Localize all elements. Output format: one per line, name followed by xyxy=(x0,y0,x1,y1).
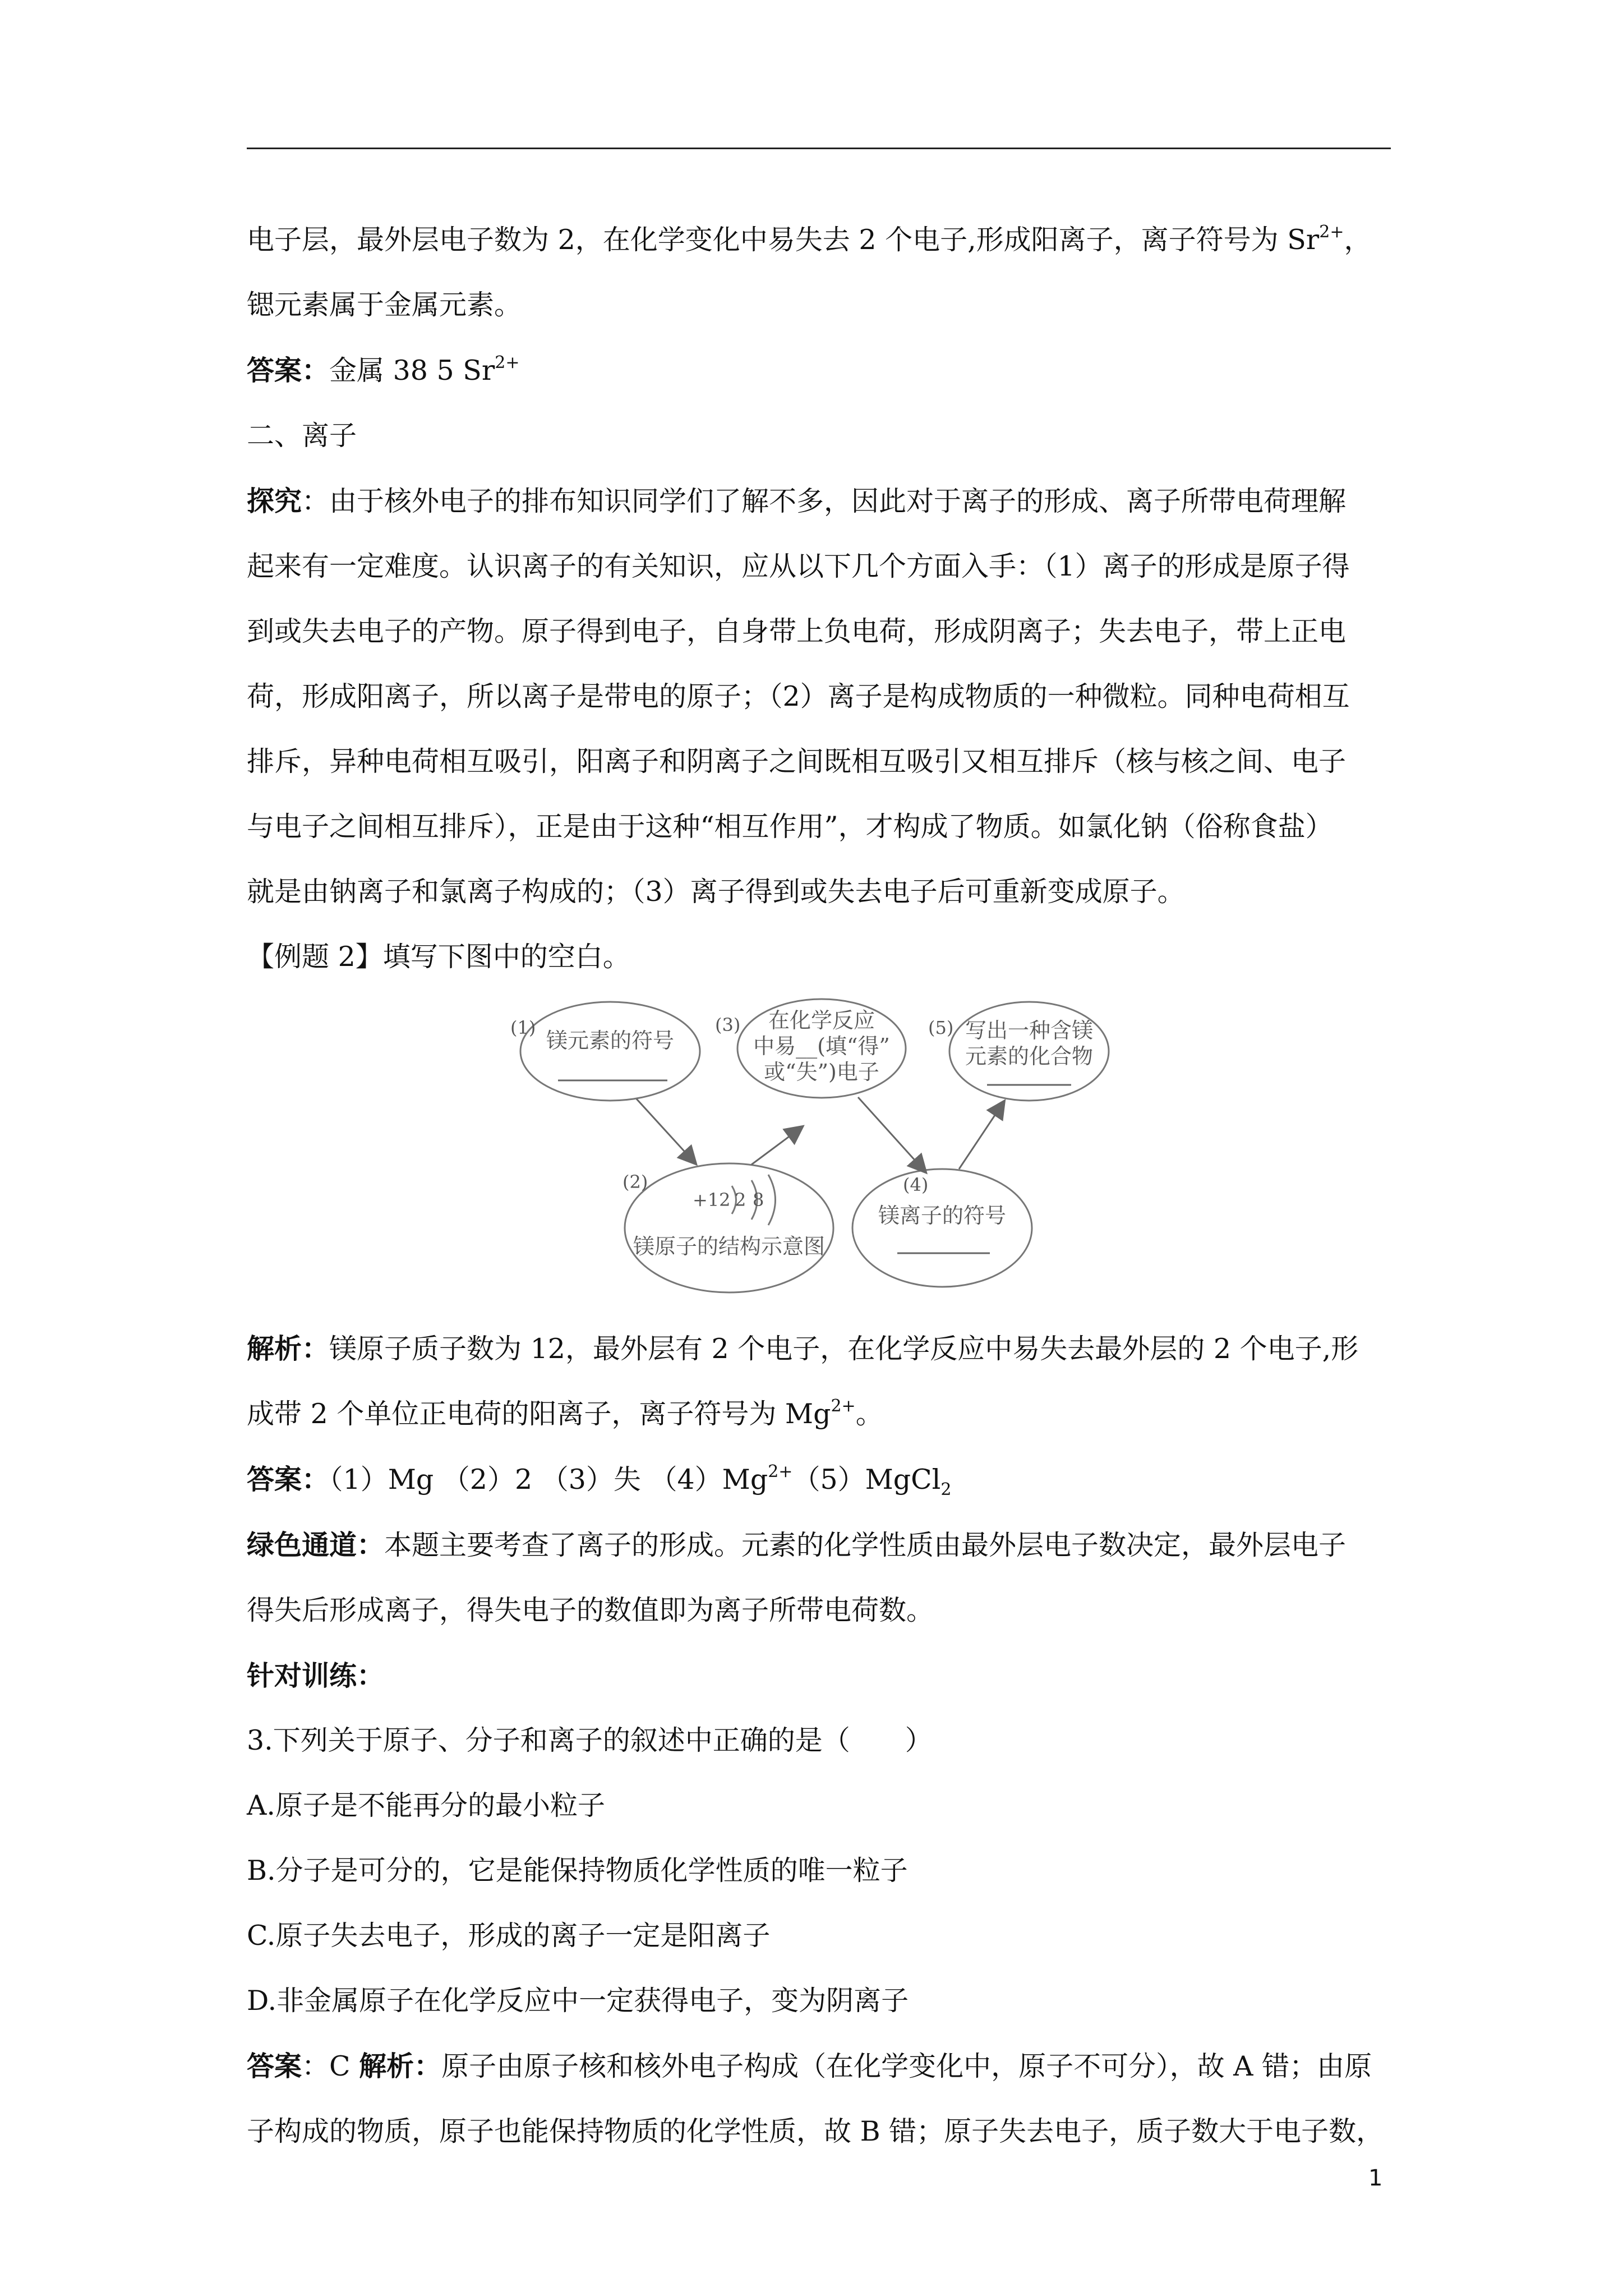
text: 本题主要考查了离子的形成。元素的化学性质由最外层电子数决定，最外层电子 xyxy=(384,1529,1347,1561)
paragraph: 就是由钠离子和氯离子构成的；（3）离子得到或失去电子后可重新变成原子。 xyxy=(247,876,1185,908)
analysis-line xyxy=(247,1382,1394,1447)
answer-choice: ：C xyxy=(302,2050,359,2082)
question-3: 3.下列关于原子、分子和离子的叙述中正确的是（ ） xyxy=(247,1724,933,1756)
paragraph: 到或失去电子的产物。原子得到电子，自身带上负电荷，形成阴离子；失去电子，带上正电 xyxy=(247,615,1347,647)
answer-line xyxy=(247,1447,1394,1512)
paragraph: 荷，形成阳离子，所以离子是带电的原子；（2）离子是构成物质的一种微粒。同种电荷相互 xyxy=(247,680,1350,712)
paragraph: 排斥，异种电荷相互吸引，阳离子和阴离子之间既相互吸引又相互排斥（核与核之间、电子 xyxy=(247,746,1347,777)
paragraph: 锶元素属于金属元素。 xyxy=(247,289,522,321)
answer-text: （5）MgCl xyxy=(792,1464,941,1496)
text: 成带 2 个单位正电荷的阳离子，离子符号为 Mg xyxy=(247,1398,831,1430)
shell-1-electrons: 2 xyxy=(735,1189,746,1211)
option-d: D.非金属原子在化学反应中一定获得电子，变为阴离子 xyxy=(247,1985,909,2017)
text: ：由于核外电子的排布知识同学们了解不多，因此对于离子的形成、离子所带电荷理解 xyxy=(302,485,1347,517)
answer-label: 答案： xyxy=(247,354,330,386)
label-3: (3) xyxy=(715,1014,741,1036)
section-heading: 二、离子 xyxy=(247,420,357,452)
paragraph xyxy=(247,208,1394,273)
ellipse-5-text-2: 元素的化合物 xyxy=(965,1044,1093,1069)
explore-label: 探究 xyxy=(247,485,302,517)
ellipse-4-text: 镁离子的符号 xyxy=(878,1203,1006,1228)
analysis-label: 解析： xyxy=(359,2050,442,2082)
ellipse-3-text-2: 中易__(填“得” xyxy=(753,1034,890,1059)
text: ， xyxy=(1344,224,1372,256)
paragraph: 起来有一定难度。认识离子的有关知识，应从以下几个方面入手：（1）离子的形成是原子得 xyxy=(247,550,1350,582)
ellipse-3-text-3: 或“失”)电子 xyxy=(764,1060,879,1084)
answer-text: 金属 38 5 Sr xyxy=(329,355,495,386)
page-number: 1 xyxy=(1368,2165,1383,2191)
answer-line xyxy=(247,2033,1394,2099)
magnesium-diagram xyxy=(510,995,1116,1309)
green-channel-line xyxy=(247,1512,1394,1578)
label-2: (2) xyxy=(623,1171,648,1193)
label-1: (1) xyxy=(510,1017,536,1038)
paragraph: 与电子之间相互排斥），正是由于这种“相互作用”，才构成了物质。如氯化钠（俗称食盐） xyxy=(247,811,1333,843)
ellipse-2-text: 镁原子的结构示意图 xyxy=(633,1234,825,1259)
green-channel-line: 得失后形成离子，得失电子的数值即为离子所带电荷数。 xyxy=(247,1594,934,1626)
analysis-label: 解析： xyxy=(247,1332,330,1365)
ellipse-2 xyxy=(625,1163,833,1292)
superscript: 2+ xyxy=(768,1461,793,1481)
document-body xyxy=(247,208,1394,2164)
answer-line xyxy=(247,338,1394,403)
answer-label: 答案 xyxy=(247,2050,302,2082)
nucleus-charge: +12 xyxy=(693,1189,731,1211)
superscript: 2+ xyxy=(495,352,520,372)
label-5: (5) xyxy=(928,1017,954,1038)
example-title: 【例题 2】填写下图中的空白。 xyxy=(247,941,630,973)
analysis-line xyxy=(247,1316,1394,1382)
superscript: 2+ xyxy=(1319,222,1344,242)
option-a: A.原子是不能再分的最小粒子 xyxy=(247,1789,605,1821)
answer-line: 子构成的物质，原子也能保持物质的化学性质，故 B 错；原子失去电子，质子数大于电子数， xyxy=(247,2115,1384,2147)
training-heading: 针对训练： xyxy=(247,1659,385,1692)
label-4: (4) xyxy=(903,1174,929,1195)
header-rule xyxy=(247,148,1391,149)
text: 镁原子质子数为 12，最外层有 2 个电子，在化学反应中易失去最外层的 2 个电子,形 xyxy=(329,1333,1359,1365)
superscript: 2+ xyxy=(831,1396,856,1416)
subscript: 2 xyxy=(940,1479,952,1499)
ellipse-3-text-1: 在化学反应 xyxy=(768,1008,875,1033)
green-channel-label: 绿色通道： xyxy=(247,1529,385,1561)
ellipse-1-text: 镁元素的符号 xyxy=(546,1028,674,1053)
shell-2-electrons: 8 xyxy=(753,1189,764,1211)
answer-label: 答案： xyxy=(247,1463,330,1496)
text: 电子层，最外层电子数为 2，在化学变化中易失去 2 个电子,形成阳离子，离子符号为 Sr xyxy=(247,224,1320,256)
text: 原子由原子核和核外电子构成（在化学变化中，原子不可分），故 A 错；由原 xyxy=(441,2050,1372,2082)
answer-text: （1）Mg （2）2 （3）失 （4）Mg xyxy=(329,1464,768,1496)
option-c: C.原子失去电子，形成的离子一定是阳离子 xyxy=(247,1920,771,1952)
text: 。 xyxy=(855,1398,883,1430)
option-b: B.分子是可分的，它是能保持物质化学性质的唯一粒子 xyxy=(247,1855,908,1887)
paragraph xyxy=(247,468,1394,534)
ellipse-5-text-1: 写出一种含镁 xyxy=(965,1018,1093,1043)
explore-block xyxy=(247,468,1394,924)
